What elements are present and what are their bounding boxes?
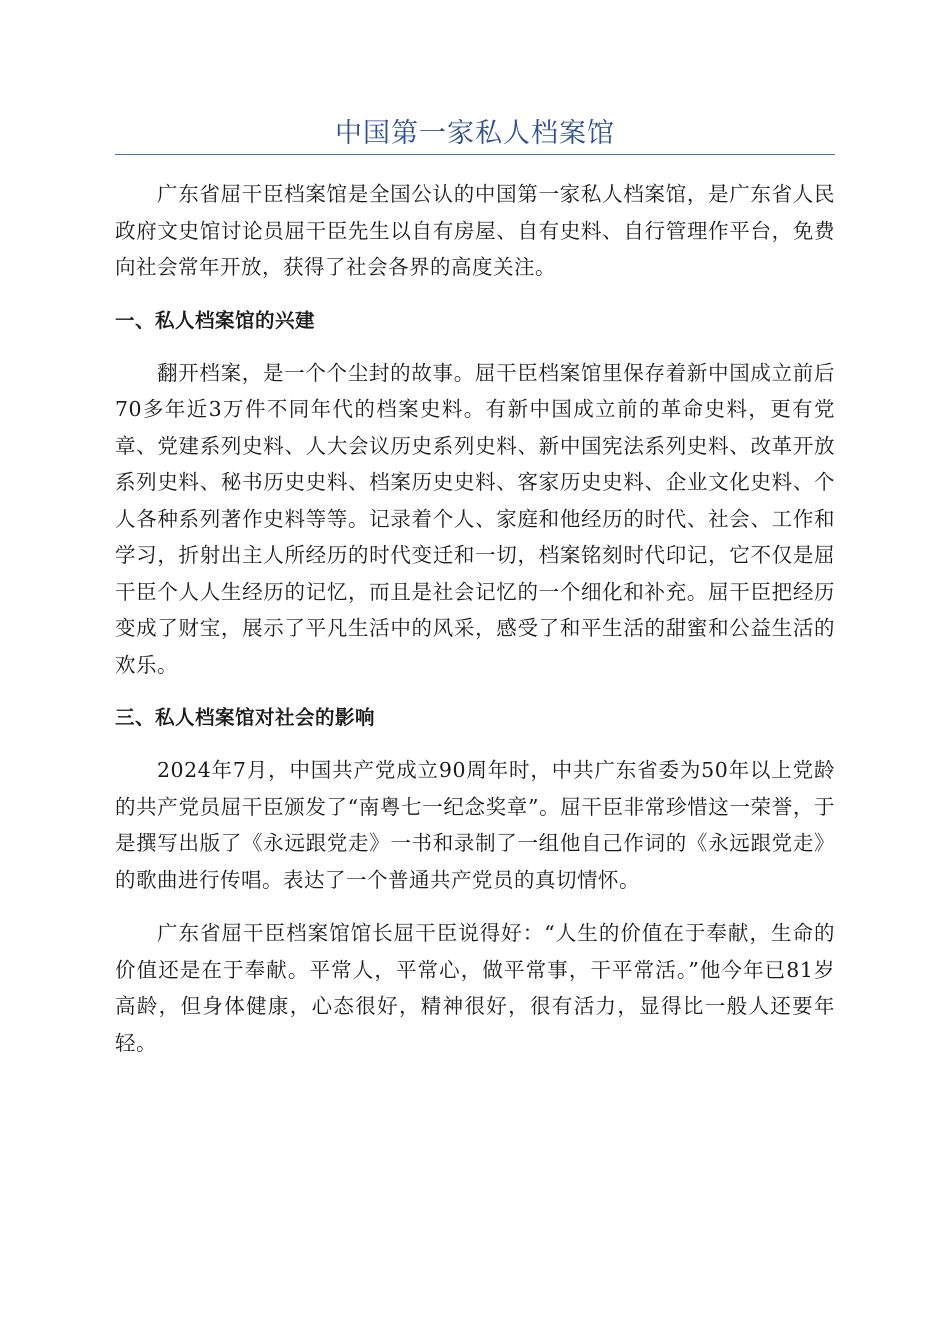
title-underline — [115, 154, 835, 155]
section-heading-impact: 三、私人档案馆对社会的影响 — [115, 706, 376, 729]
section-impact-paragraph-1: 2024年7月，中国共产党成立90周年时，中共广东省委为50年以上党龄的共产党员屈干臣颁发了“南粤七一纪念奖章”。屈干臣非常珍惜这一荣誉，于是撰写出版了《永远跟党走》一书和录制了一组他自己作词的《永远跟党走》的歌曲进行传唱。表达了一个普通共产党员的真切情怀。 — [115, 758, 835, 892]
document-body — [115, 176, 835, 1078]
section-impact-paragraph-2: 广东省屈干臣档案馆馆长屈干臣说得好：“人生的价值在于奉献，生命的价值还是在于奉献。平常人，平常心，做平常事，干平常活。”他今年已81岁高龄，但身体健康，心态很好，精神很好，很有活力，显得比一般人还要年轻。 — [115, 921, 835, 1055]
intro-paragraph: 广东省屈干臣档案馆是全国公认的中国第一家私人档案馆，是广东省人民政府文史馆讨论员屈干臣先生以自有房屋、自有史料、自行管理作平台，免费向社会常年开放，获得了社会各界的高度关注。 — [115, 182, 835, 279]
section-founding-paragraph: 翻开档案，是一个个尘封的故事。屈干臣档案馆里保存着新中国成立前后70多年近3万件不同年代的档案史料。有新中国成立前的革命史料，更有党章、党建系列史料、人大会议历史系列史料、新中国宪法系列史料、改革开放系列史料、秘书历史史料、档案历史史料、客家历史史料、企业文化史料、个人各种系列著作史料等等。记录着个人、家庭和他经历的时代、社会、工作和学习，折射出主人所经历的时代变迁和一切，档案铭刻时代印记，它不仅是屈干臣个人人生经历的记忆，而且是社会记忆的一个细化和补充。屈干臣把经历变成了财宝，展示了平凡生活中的风采，感受了和平生活的甜蜜和公益生活的欢乐。 — [115, 360, 835, 677]
section-heading-founding: 一、私人档案馆的兴建 — [115, 308, 316, 332]
document-title: 中国第一家私人档案馆 — [335, 118, 615, 149]
